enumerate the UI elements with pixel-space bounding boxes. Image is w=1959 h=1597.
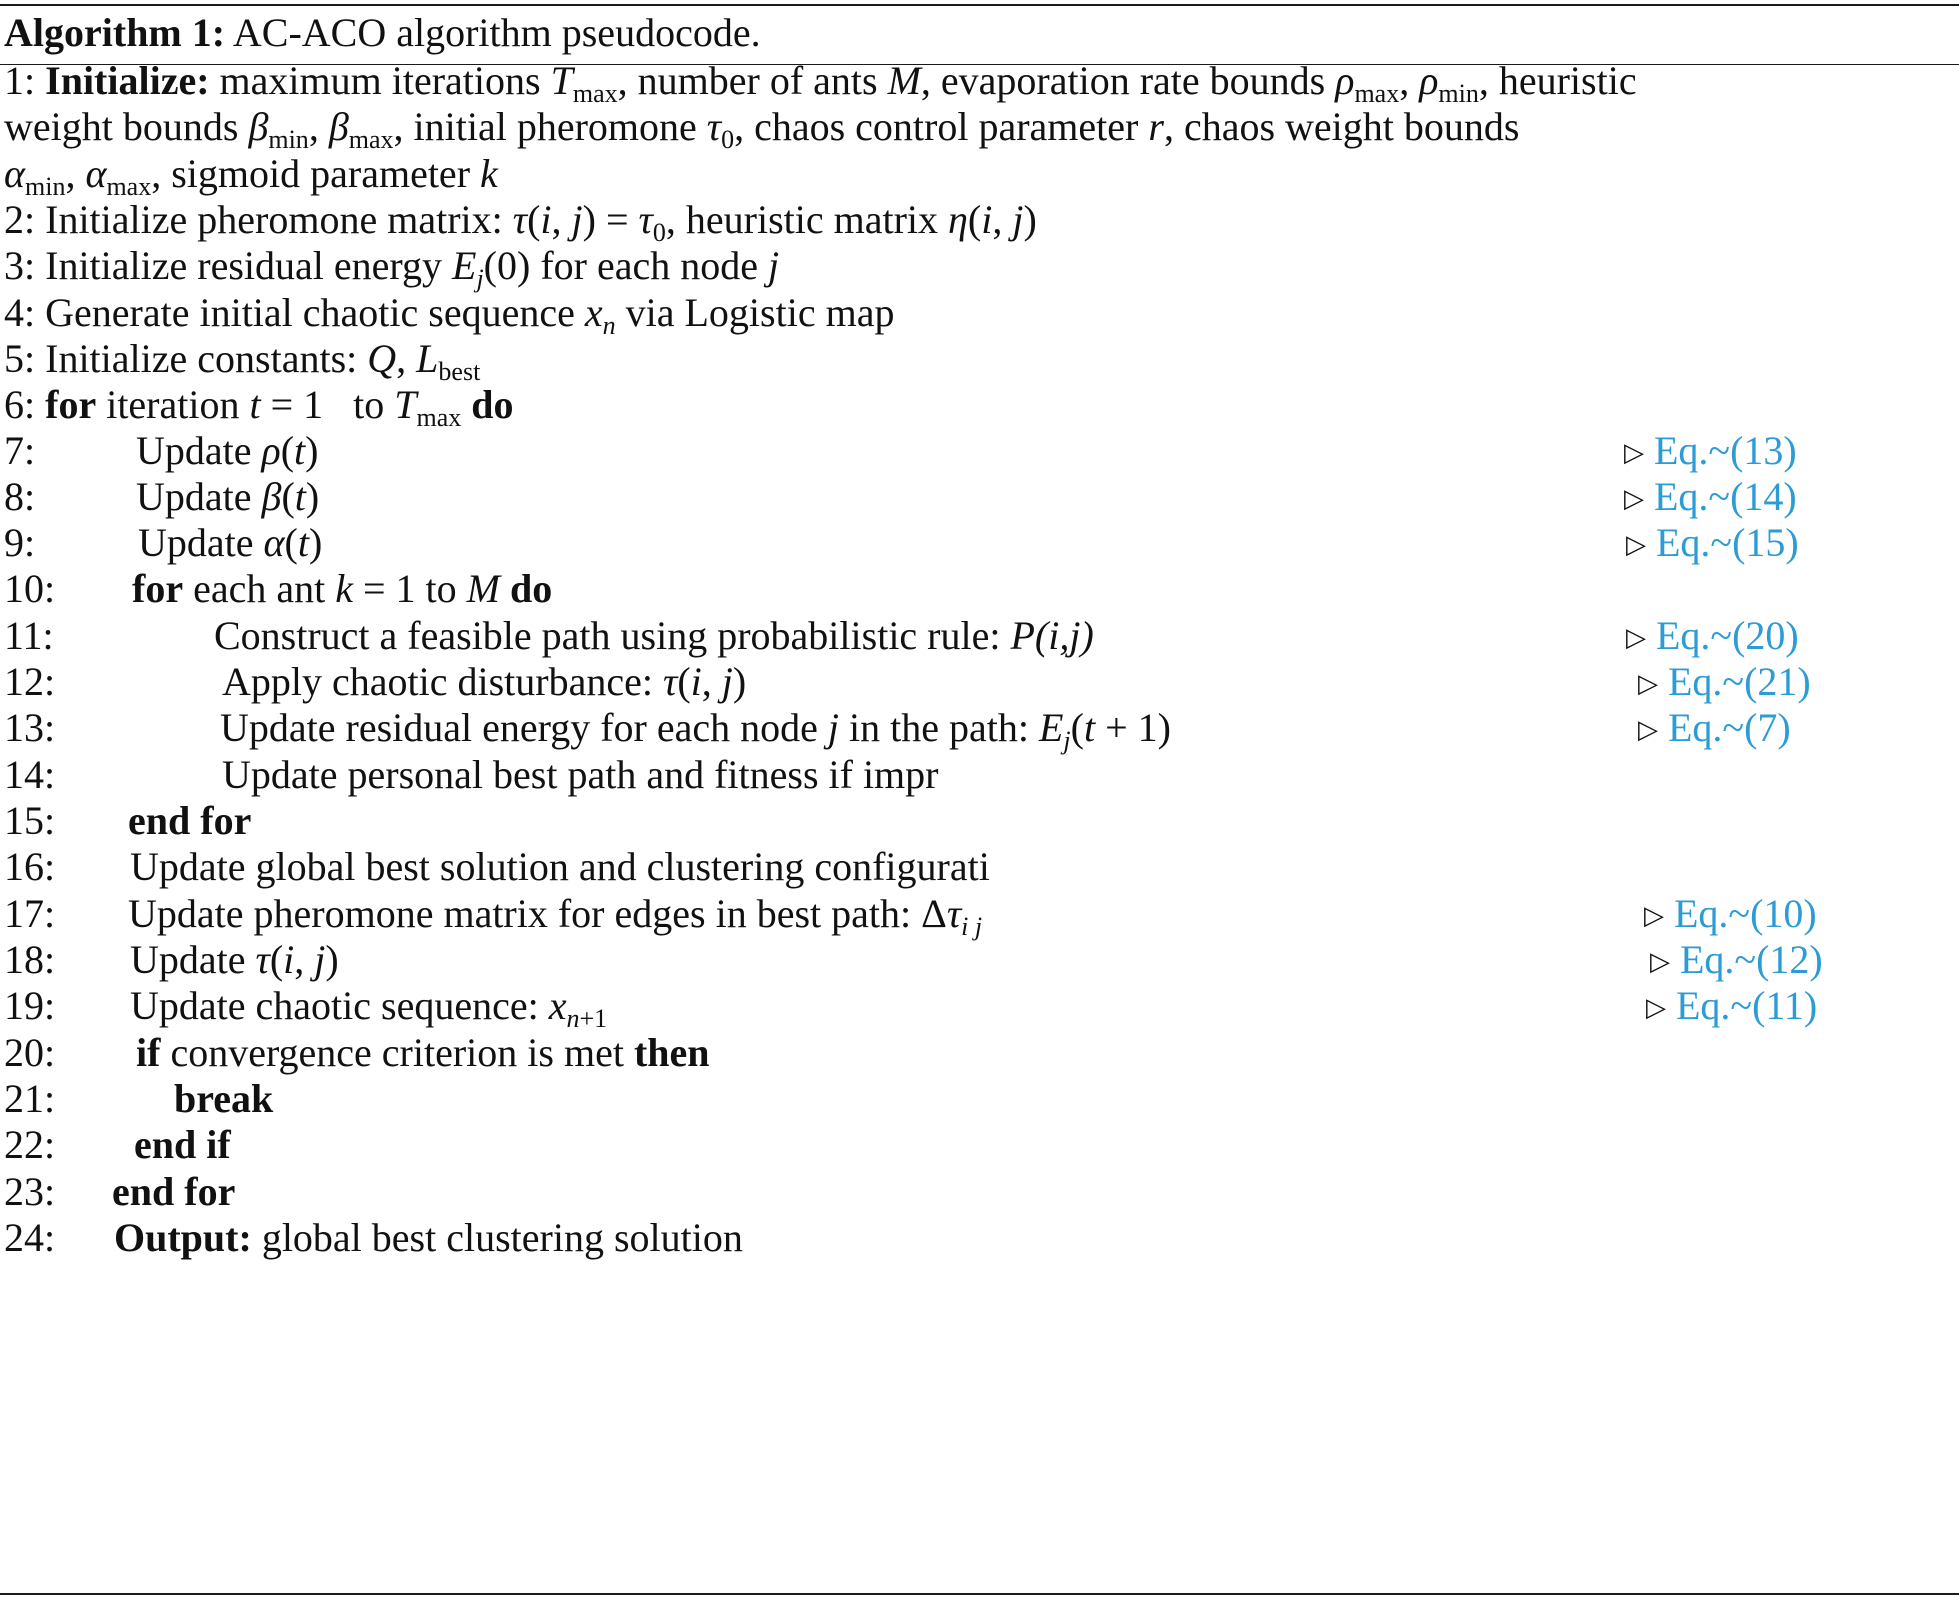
step-number: 13: [4,705,56,750]
keyword: if [136,1030,161,1075]
triangle-right-icon: ▷ [1650,947,1670,976]
keyword: end for [128,798,252,843]
step-number: 6: [4,382,36,427]
step-number: 2: [4,197,36,242]
step-number: 23: [4,1169,56,1214]
step-1-cont-2: $\alpha_{min}$, $\alpha_{max}$, sigmoid parameter k [4,151,498,201]
step-number: 5: [4,336,36,381]
eq-reference-link[interactable]: Eq.~(7) [1668,705,1791,750]
keyword-end: do [471,382,514,427]
triangle-right-icon: ▷ [1638,715,1658,744]
step-6: 6: for iteration t = 1 to $T_{max}$ do [4,382,514,432]
condition-text: convergence criterion is met [170,1030,624,1075]
step-text: Update α(t) [138,520,323,565]
step-number: 12: [4,659,56,704]
triangle-right-icon: ▷ [1624,438,1644,467]
step-number: 7: [4,428,36,473]
step-24 [4,1209,1959,1267]
eq-reference-link[interactable]: Eq.~(21) [1668,659,1811,704]
caption-title: AC-ACO algorithm pseudocode. [232,10,761,55]
eq-reference-link[interactable]: Eq.~(14) [1654,474,1797,519]
step-text: Update pheromone matrix for edges in best path: $\Delta\tau_{i j}$ [128,891,983,941]
step-number: 15: [4,798,56,843]
triangle-right-icon: ▷ [1626,530,1646,559]
triangle-right-icon: ▷ [1626,623,1646,652]
step-number: 4: [4,290,36,335]
step-number: 21: [4,1076,56,1121]
step-text: Update τ(i, j) [130,937,339,982]
keyword: for [45,382,97,427]
bottom-rule [0,1593,1959,1595]
step-1: 1: Initialize: maximum iterations $T_{max}$, number of ants M, evaporation rate bounds $\rho_{max}$, $\rho_{min}$, heuristic [4,58,1637,108]
keyword: end if [134,1122,231,1167]
eq-reference-link[interactable]: Eq.~(10) [1674,891,1817,936]
step-3: 3: Initialize residual energy $E_j(0)$ for each node j [4,243,780,293]
keyword: break [174,1076,274,1121]
keyword: for [132,566,184,611]
step-number: 8: [4,474,36,519]
keyword: Output: [114,1215,252,1260]
step-text: Update global best solution and clustering configurati [130,844,990,889]
step-number: 20: [4,1030,56,1075]
triangle-right-icon: ▷ [1624,484,1644,513]
step-number: 24: [4,1215,56,1260]
step-1-cont-1: weight bounds $\beta_{min}$, $\beta_{max}$, initial pheromone $\tau_0$, chaos control parameter r, chaos weight bounds [4,104,1520,154]
step-2: 2: Initialize pheromone matrix: τ(i, $j) = \tau_0$, heuristic matrix η(i, j) [4,197,1037,247]
step-number: 14: [4,752,56,797]
step-text: Update β(t) [136,474,320,519]
triangle-right-icon: ▷ [1638,669,1658,698]
keyword: end for [112,1169,236,1214]
step-number: 16: [4,844,56,889]
step-5: 5: Initialize constants: Q, $L_{best}$ [4,336,481,386]
keyword-end: then [633,1030,710,1075]
step-text: Construct a feasible path using probabilistic rule: P(i,j) [214,613,1094,658]
eq-reference-link[interactable]: Eq.~(12) [1680,937,1823,982]
step-4: 4: Generate initial chaotic sequence $x_n$ via Logistic map [4,290,895,340]
step-number: 10: [4,566,56,611]
triangle-right-icon: ▷ [1646,993,1666,1022]
step-number: 9: [4,520,36,565]
step-number: 3: [4,243,36,288]
step-text: Update chaotic sequence: $x_{n+1}$ [130,983,608,1033]
caption-label: Algorithm 1: [4,10,226,55]
step-number: 17: [4,891,56,936]
eq-reference-link[interactable]: Eq.~(15) [1656,520,1799,565]
step-number: 11: [4,613,54,658]
keyword-end: do [509,566,553,611]
step-number: 18: [4,937,56,982]
step-number: 1: [4,58,36,103]
step-text: Update ρ(t) [136,428,319,473]
step-text [114,1209,743,1267]
step-text: Apply chaotic disturbance: τ(i, j) [222,659,747,704]
step-number: 19: [4,983,56,1028]
triangle-right-icon: ▷ [1644,901,1664,930]
step-number: 22: [4,1122,56,1167]
eq-reference-link[interactable]: Eq.~(20) [1656,613,1799,658]
keyword: Initialize: [45,58,210,103]
output-text: global best clustering solution [261,1215,743,1260]
eq-reference-link[interactable]: Eq.~(13) [1654,428,1797,473]
step-text: Update personal best path and fitness if impr [222,752,939,797]
eq-reference-link[interactable]: Eq.~(11) [1676,983,1818,1028]
step-text: for each ant k = 1 to M do [132,566,553,611]
step-text: Update residual energy for each node j in the path: $E_j(t + 1)$ [220,705,1171,755]
